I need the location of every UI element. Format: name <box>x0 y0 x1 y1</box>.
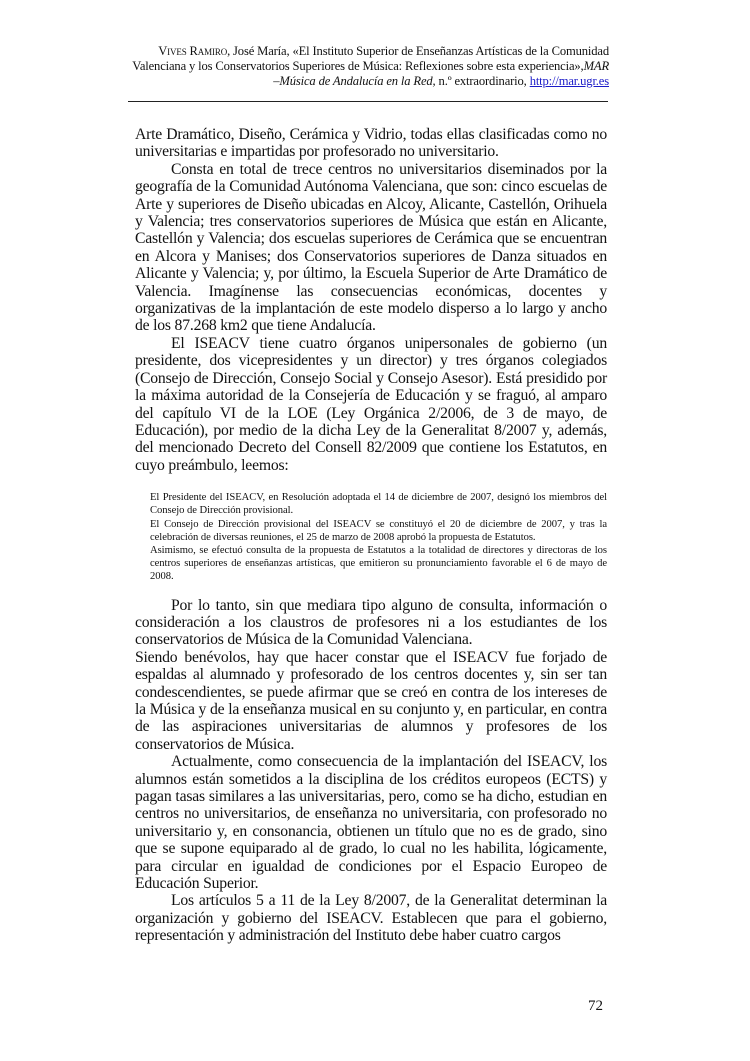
page-number: 72 <box>588 998 603 1014</box>
header-line-2: Valenciana y los Conservatorios Superiores de Música: Reflexiones sobre esta experiencia»,MAR <box>132 59 609 73</box>
journal-url-link[interactable]: http://mar.ugr.es <box>529 74 609 88</box>
header-line-1: Vives Ramiro, José María, «El Instituto Superior de Enseñanzas Artísticas de la Comunidad <box>158 44 609 58</box>
paragraph: Actualmente, como consecuencia de la implantación del ISEACV, los alumnos están sometidos a la disciplina de los créditos europeos (ECTS) y pagan tasas similares a las universitarias, pero, como se ha dicho, estudian en centros no universitarios, de enseñanza no universitaria, con profesorado no universitario y, en consonancia, obtienen un título que no es de grado, sino que se supone equiparado al de grado, lo cual no les habilita, lógicamente, para circular en igualdad de condiciones por el Espacio Europeo de Educación Superior. <box>135 753 607 893</box>
paragraph: Por lo tanto, sin que mediara tipo alguno de consulta, información o consideración a los claustros de profesores ni a los estudiantes de los conservatorios de Música de la Comunidad Valenciana. <box>135 596 607 649</box>
header-rule <box>128 101 608 102</box>
paragraph: Consta en total de trece centros no universitarios diseminados por la geografía de la Comunidad Autónoma Valenciana, que son: cinco escuelas de Arte y superiores de Diseño ubicadas en Alcoy, Alicante, Castellón, Orihuela y Valencia; tres conservatorios superiores de Música que están en Alicante, Castellón y Valencia; dos escuelas superiores de Cerámica que se encuentran en Alcora y Manises; dos Conservatorios superiores de Danza situados en Alicante y Valencia; y, por último, la Escuela Superior de Arte Dramático de Valencia. Imagínense las consecuencias económicas, docentes y organizativas de la implantación de este modelo disperso a lo largo y ancho de los 87.268 km2 que tiene Andalucía. <box>135 160 607 335</box>
author-name: Vives Ramiro <box>158 44 228 58</box>
paragraph: Siendo benévolos, hay que hacer constar que el ISEACV fue forjado de espaldas al alumnado y profesorado de los centros docentes y, sin ser tan condescendientes, se puede afirmar que se creó en contra de los intereses de la Música y de la enseñanza musical en su conjunto y, en particular, en contra de las aspiraciones universitarias de alumnos y profesores de los conservatorios de Música. <box>135 648 607 753</box>
journal-name: MAR <box>583 59 609 73</box>
header-line-3: –Música de Andalucía en la Red, n.º extraordinario, http://mar.ugr.es <box>273 74 609 88</box>
quote-paragraph: Asimismo, se efectuó consulta de la propuesta de Estatutos a la totalidad de directores y directoras de los centros superiores de enseñanzas artísticas, que emitieron su pronunciamiento favorable el 6 de mayo de 2008. <box>150 544 607 583</box>
body-text <box>135 126 607 945</box>
block-quote <box>150 491 607 583</box>
quote-paragraph: El Presidente del ISEACV, en Resolución adoptada el 14 de diciembre de 2007, designó los miembros del Consejo de Dirección provisional. <box>150 492 607 517</box>
journal-subtitle: Música de Andalucía en la Red, <box>279 74 436 88</box>
paragraph: Los artículos 5 a 11 de la Ley 8/2007, de la Generalitat determinan la organización y gobierno del ISEACV. Establecen que para el gobierno, representación y administración del Instituto debe haber cuatro cargos <box>135 892 607 945</box>
paragraph: El ISEACV tiene cuatro órganos unipersonales de gobierno (un presidente, dos vicepresidentes y un director) y tres órganos colegiados (Consejo de Dirección, Consejo Social y Consejo Asesor). Está presidido por la máxima autoridad de la Consejería de Educación y se fraguó, al amparo del capítulo VI de la LOE (Ley Orgánica 2/2006, de 3 de mayo, de Educación), por medio de la dicha Ley de la Generalitat 8/2007 y, además, del mencionado Decreto del Consell 82/2009 que contiene los Estatutos, en cuyo preámbulo, leemos: <box>135 334 607 474</box>
paragraph: Arte Dramático, Diseño, Cerámica y Vidrio, todas ellas clasificadas como no universitarias e impartidas por profesorado no universitario. <box>135 126 607 161</box>
running-header <box>112 44 609 89</box>
quote-paragraph: El Consejo de Dirección provisional del ISEACV se constituyó el 20 de diciembre de 2007, y tras la celebración de diversas reuniones, el 25 de marzo de 2008 aprobó la propuesta de Estatutos. <box>150 518 607 543</box>
